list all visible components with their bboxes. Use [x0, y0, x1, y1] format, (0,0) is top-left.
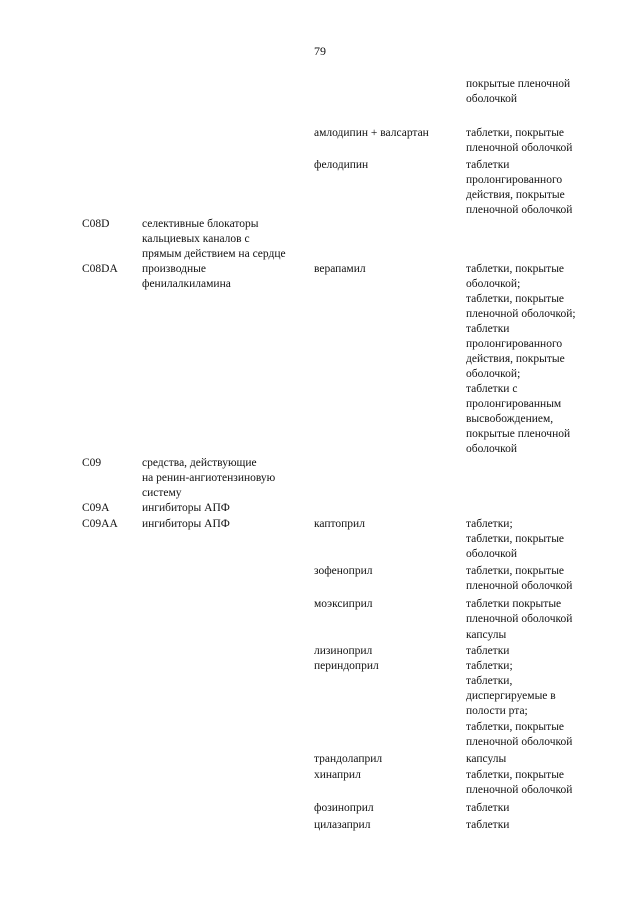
drug-name: моэксиприл — [314, 598, 373, 610]
dosage-form-line: пролонгированного — [466, 174, 563, 186]
dosage-form-line: таблетки; — [466, 518, 513, 530]
drug-name: верапамил — [314, 263, 366, 275]
drug-name: цилазаприл — [314, 819, 371, 831]
dosage-form-line: оболочкой — [466, 443, 518, 455]
dosage-form-line: оболочкой; — [466, 368, 521, 380]
dosage-form-line: оболочкой — [466, 548, 518, 560]
dosage-form-line: пленочной оболочкой — [466, 613, 573, 625]
drug-name: зофеноприл — [314, 565, 373, 577]
dosage-form-line: таблетки — [466, 645, 510, 657]
dosage-form-line: пленочной оболочкой — [466, 142, 573, 154]
dosage-form-line: оболочкой — [466, 93, 518, 105]
group-name-line: кальциевых каналов с — [142, 233, 250, 245]
dosage-form-line: таблетки покрытые — [466, 598, 562, 610]
dosage-form-line: таблетки, покрытые — [466, 533, 565, 545]
drug-name: трандолаприл — [314, 753, 383, 765]
dosage-form-line: пленочной оболочкой — [466, 784, 573, 796]
dosage-form-line: таблетки — [466, 159, 510, 171]
dosage-form-line: таблетки — [466, 819, 510, 831]
dosage-form-line: пролонгированным — [466, 398, 562, 410]
dosage-form-line: покрытые пленочной — [466, 78, 571, 90]
drug-name: лизиноприл — [314, 645, 373, 657]
dosage-form-line: пленочной оболочкой — [466, 736, 573, 748]
atc-code: C09AA — [82, 518, 118, 530]
drug-name: амлодипин + валсартан — [314, 127, 429, 139]
dosage-form-line: действия, покрытые — [466, 353, 565, 365]
drug-name: периндоприл — [314, 660, 379, 672]
group-name-line: систему — [142, 487, 182, 499]
dosage-form-line: покрытые пленочной — [466, 428, 571, 440]
dosage-form-line: таблетки, покрытые — [466, 127, 565, 139]
group-name-line: на ренин-ангиотензиновую — [142, 472, 276, 484]
page-number: 79 — [314, 44, 326, 58]
dosage-form-line: высвобождением, — [466, 413, 554, 425]
group-name-line: ингибиторы АПФ — [142, 502, 230, 514]
dosage-form-line: таблетки, покрытые — [466, 565, 565, 577]
group-name-line: средства, действующие — [142, 457, 257, 469]
atc-code: C08D — [82, 218, 110, 230]
dosage-form-line: таблетки — [466, 323, 510, 335]
dosage-form-line: действия, покрытые — [466, 189, 565, 201]
dosage-form-line: диспергируемые в — [466, 690, 556, 702]
group-name-line: ингибиторы АПФ — [142, 518, 230, 530]
dosage-form-line: таблетки, покрытые — [466, 769, 565, 781]
dosage-form-line: таблетки с — [466, 383, 518, 395]
dosage-form-line: пленочной оболочкой; — [466, 308, 576, 320]
dosage-form-line: таблетки, — [466, 675, 513, 687]
group-name-line: селективные блокаторы — [142, 218, 259, 230]
atc-code: C09 — [82, 457, 102, 469]
atc-code: C08DA — [82, 263, 118, 275]
dosage-form-line: пролонгированного — [466, 338, 563, 350]
dosage-form-line: оболочкой; — [466, 278, 521, 290]
dosage-form-line: пленочной оболочкой — [466, 204, 573, 216]
group-name-line: фенилалкиламина — [142, 278, 231, 290]
dosage-form-line: капсулы — [466, 753, 507, 765]
drug-name: хинаприл — [314, 769, 361, 781]
drug-name: фелодипин — [314, 159, 369, 171]
dosage-form-line: таблетки; — [466, 660, 513, 672]
dosage-form-line: таблетки, покрытые — [466, 293, 565, 305]
group-name-line: прямым действием на сердце — [142, 248, 286, 260]
dosage-form-line: таблетки, покрытые — [466, 721, 565, 733]
dosage-form-line: таблетки, покрытые — [466, 263, 565, 275]
dosage-form-line: таблетки — [466, 802, 510, 814]
atc-code: C09A — [82, 502, 110, 514]
drug-name: фозиноприл — [314, 802, 374, 814]
group-name-line: производные — [142, 263, 206, 275]
dosage-form-line: полости рта; — [466, 705, 528, 717]
dosage-form-line: пленочной оболочкой — [466, 580, 573, 592]
dosage-form-line: капсулы — [466, 629, 507, 641]
drug-name: каптоприл — [314, 518, 365, 530]
